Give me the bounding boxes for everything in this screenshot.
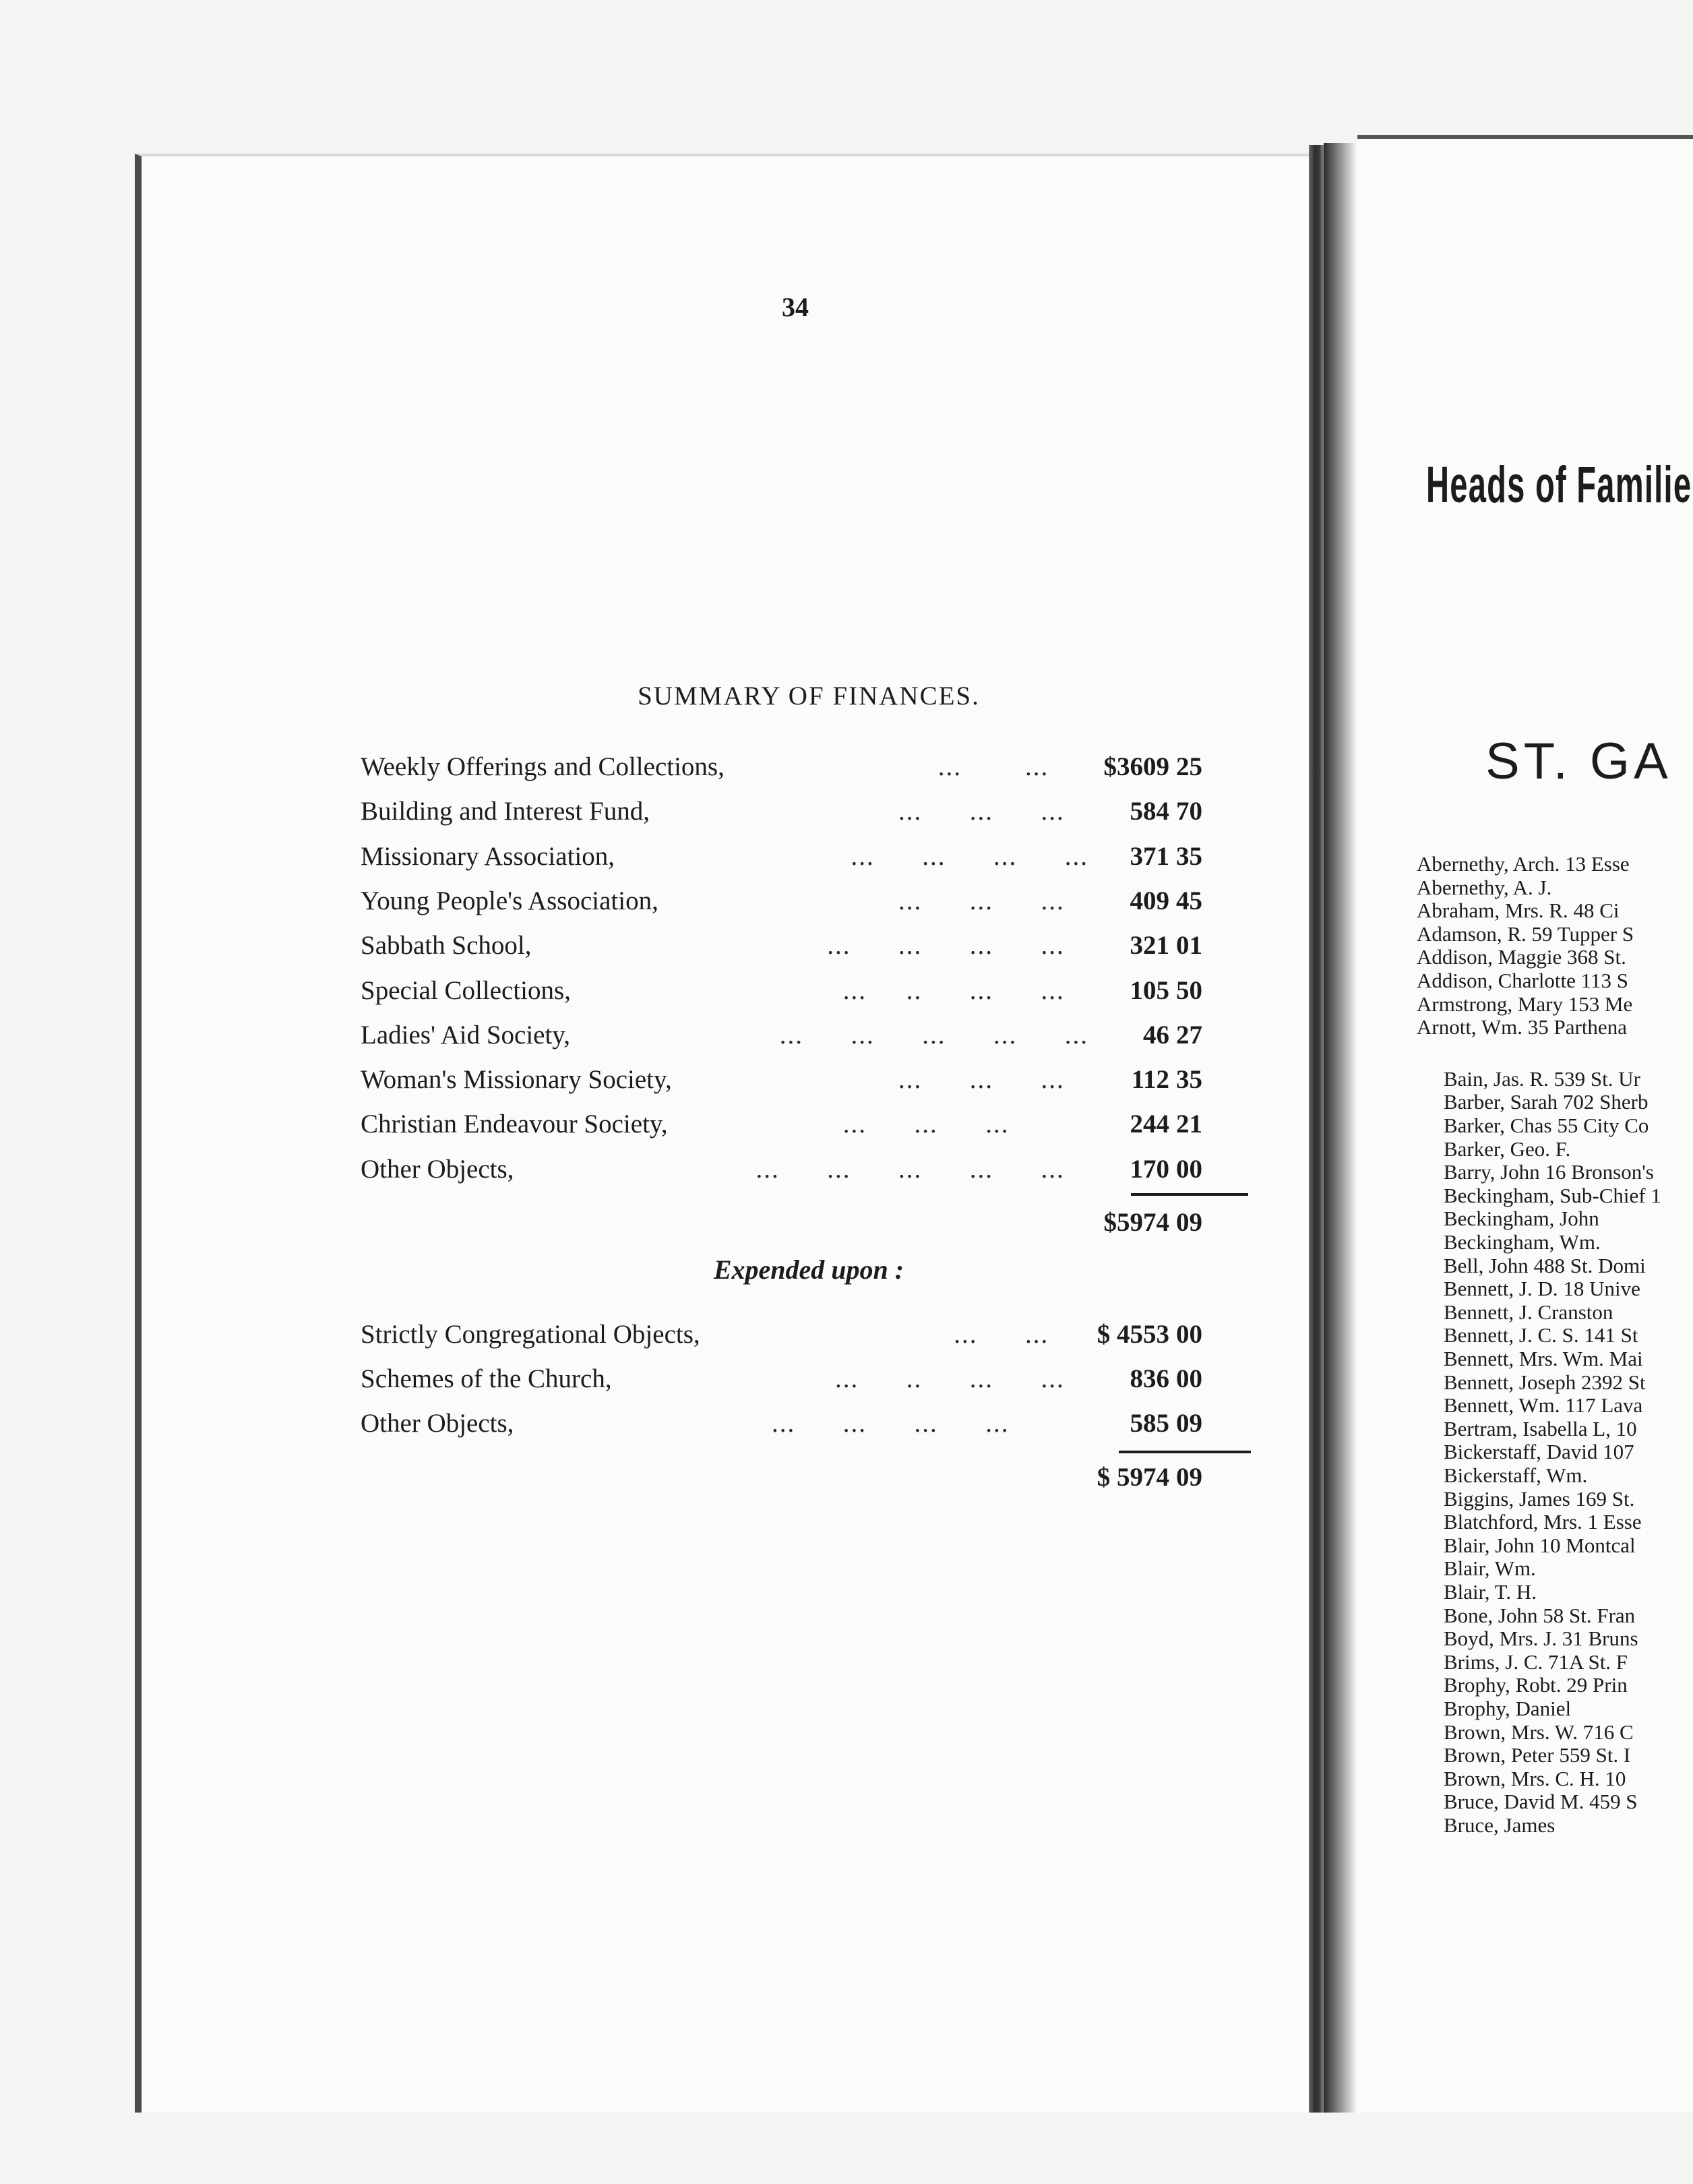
receipt-amount: 409	[1130, 886, 1169, 915]
expenditure-amount: 836	[1130, 1364, 1169, 1393]
dot-leader: ... ...	[937, 752, 1088, 781]
family-entry: Bell, John 488 St. Domi	[1444, 1253, 1646, 1277]
dot-leader: ... ... ...	[842, 1110, 1088, 1139]
dot-leader: ... ... ... ... ...	[779, 1020, 1088, 1050]
expenditure-amount: $ 4553	[1097, 1320, 1169, 1349]
receipt-row	[361, 791, 1257, 832]
receipt-row	[361, 747, 1257, 787]
receipt-label: Young People's Association,	[361, 886, 658, 915]
receipts-total-amount: $5974	[1103, 1208, 1169, 1237]
family-entry: Blair, John 10 Montcal	[1444, 1533, 1636, 1557]
receipts-total-cents: 09	[1176, 1208, 1202, 1237]
dot-leader: ... ... ...	[898, 886, 1088, 915]
receipt-cents: 35	[1176, 1065, 1202, 1095]
expenditure-label: Strictly Congregational Objects,	[361, 1320, 700, 1349]
receipt-row	[361, 971, 1257, 1011]
family-entry: Brown, Mrs. C. H. 10	[1444, 1766, 1626, 1790]
family-entry: Beckingham, John	[1444, 1207, 1599, 1231]
family-entry: Adamson, R. 59 Tupper S	[1417, 921, 1634, 946]
book-spine	[1309, 145, 1324, 2117]
family-entry: Boyd, Mrs. J. 31 Bruns	[1444, 1627, 1638, 1651]
family-entry: Bickerstaff, David 107	[1444, 1440, 1634, 1464]
expenditure-cents: 00	[1176, 1364, 1202, 1393]
receipt-amount: $3609	[1103, 752, 1169, 781]
family-entry: Arnott, Wm. 35 Parthena	[1417, 1015, 1627, 1039]
expenditure-row	[361, 1403, 1257, 1444]
expenditures-total-amount: $ 5974	[1097, 1463, 1169, 1492]
receipt-label: Sabbath School,	[361, 931, 532, 961]
dot-leader: ... .. ... ...	[835, 1364, 1088, 1393]
family-entry: Bennett, J. Cranston	[1444, 1300, 1613, 1324]
dot-leader: ... ... ...	[898, 797, 1088, 826]
receipt-amount: 105	[1130, 975, 1169, 1005]
family-entry: Bruce, David M. 459 S	[1444, 1790, 1638, 1814]
receipt-amount: 112	[1131, 1065, 1169, 1095]
family-entry: Bennett, Joseph 2392 St	[1444, 1370, 1646, 1394]
expenditure-amount: 585	[1130, 1409, 1169, 1438]
family-entry: Bickerstaff, Wm.	[1444, 1463, 1588, 1487]
receipt-cents: 50	[1176, 975, 1202, 1005]
expenditures-total-rule	[1119, 1451, 1251, 1453]
expenditure-cents: 09	[1176, 1409, 1202, 1438]
receipt-label: Building and Interest Fund,	[361, 797, 650, 826]
family-entry: Addison, Maggie 368 St.	[1417, 945, 1626, 969]
receipt-amount: 321	[1130, 931, 1169, 961]
expenditure-label: Schemes of the Church,	[361, 1364, 612, 1393]
expenditures-total-cents: 09	[1176, 1463, 1202, 1492]
family-entry: Abernethy, A. J.	[1417, 875, 1552, 899]
receipt-label: Weekly Offerings and Collections,	[361, 752, 725, 781]
receipt-row	[361, 1060, 1257, 1100]
receipt-amount: 371	[1130, 841, 1169, 871]
receipt-label: Missionary Association,	[361, 841, 615, 871]
receipt-label: Other Objects,	[361, 1154, 514, 1184]
family-entry: Blair, Wm.	[1444, 1556, 1536, 1581]
family-entry: Barry, John 16 Bronson's	[1444, 1160, 1654, 1184]
expenditure-row	[361, 1359, 1257, 1399]
family-entry: Beckingham, Wm.	[1444, 1230, 1601, 1254]
summary-title: SUMMARY OF FINANCES.	[638, 681, 980, 710]
family-entry: Biggins, James 169 St.	[1444, 1486, 1635, 1511]
family-entry: Beckingham, Sub-Chief 1	[1444, 1183, 1661, 1207]
receipt-cents: 00	[1176, 1154, 1202, 1184]
receipt-row	[361, 926, 1257, 966]
expenditures-total-row	[361, 1457, 1257, 1498]
family-entry: Bruce, James	[1444, 1813, 1556, 1837]
dot-leader: ... .. ... ...	[842, 975, 1088, 1005]
family-entry: Addison, Charlotte 113 S	[1417, 969, 1629, 992]
scan-bottom-margin	[135, 2113, 1693, 2184]
family-entry: Brims, J. C. 71A St. F	[1444, 1649, 1628, 1674]
receipt-amount: 244	[1130, 1110, 1169, 1139]
heads-of-families-heading: Heads of Familie	[1426, 456, 1692, 514]
dot-leader: ... ... ... ...	[851, 841, 1088, 871]
family-entry: Bone, John 58 St. Fran	[1444, 1603, 1636, 1627]
family-entry: Blair, T. H.	[1444, 1580, 1537, 1604]
family-entry: Armstrong, Mary 153 Me	[1417, 992, 1633, 1016]
receipt-cents: 25	[1176, 752, 1202, 781]
receipt-cents: 21	[1176, 1110, 1202, 1139]
receipt-row	[361, 1015, 1257, 1056]
family-entry: Brophy, Robt. 29 Prin	[1444, 1673, 1628, 1697]
family-entry: Barber, Sarah 702 Sherb	[1444, 1090, 1649, 1114]
receipt-label: Special Collections,	[361, 975, 571, 1005]
receipt-amount: 46	[1143, 1020, 1169, 1050]
receipt-label: Ladies' Aid Society,	[361, 1020, 571, 1050]
dot-leader: ... ... ... ... ...	[756, 1154, 1088, 1184]
expenditure-label: Other Objects,	[361, 1409, 514, 1438]
receipt-amount: 584	[1130, 797, 1169, 826]
dot-leader: ... ... ... ...	[827, 931, 1088, 961]
page-number: 34	[782, 292, 809, 322]
family-entry: Brown, Mrs. W. 716 C	[1444, 1720, 1634, 1744]
expended-upon-heading: Expended upon :	[713, 1254, 904, 1285]
family-entry: Bertram, Isabella L, 10	[1444, 1416, 1637, 1440]
family-entry: Abraham, Mrs. R. 48 Ci	[1417, 899, 1620, 923]
family-entry: Barker, Geo. F.	[1444, 1136, 1571, 1161]
gutter-shadow	[1324, 143, 1357, 2117]
receipt-row	[361, 837, 1257, 877]
receipt-row	[361, 1104, 1257, 1145]
receipt-amount: 170	[1130, 1154, 1169, 1184]
receipt-cents: 70	[1176, 797, 1202, 826]
church-name-heading: ST. GA	[1485, 733, 1672, 790]
family-entry: Bain, Jas. R. 539 St. Ur	[1444, 1066, 1640, 1091]
receipt-label: Christian Endeavour Society,	[361, 1110, 668, 1139]
receipts-total-row	[361, 1203, 1257, 1243]
receipt-cents: 35	[1176, 841, 1202, 871]
dot-leader: ... ... ...	[898, 1065, 1088, 1095]
receipt-cents: 27	[1176, 1020, 1202, 1050]
family-entry: Bennett, J. C. S. 141 St	[1444, 1323, 1638, 1347]
dot-leader: ... ... ... ...	[772, 1409, 1088, 1438]
receipt-label: Woman's Missionary Society,	[361, 1065, 672, 1095]
family-entry: Brown, Peter 559 St. I	[1444, 1743, 1631, 1767]
family-entry: Bennett, Mrs. Wm. Mai	[1444, 1347, 1643, 1370]
right-page	[1357, 135, 1693, 2121]
family-entry: Blatchford, Mrs. 1 Esse	[1444, 1510, 1642, 1534]
expenditure-row	[361, 1314, 1257, 1355]
receipts-total-rule	[1131, 1193, 1248, 1196]
family-entry: Brophy, Daniel	[1444, 1697, 1572, 1720]
receipt-cents: 01	[1176, 931, 1202, 961]
receipt-cents: 45	[1176, 886, 1202, 915]
expenditure-cents: 00	[1176, 1320, 1202, 1349]
receipt-row	[361, 1149, 1257, 1190]
dot-leader: ... ...	[954, 1320, 1088, 1349]
family-entry: Abernethy, Arch. 13 Esse	[1417, 852, 1630, 876]
family-entry: Barker, Chas 55 City Co	[1444, 1114, 1649, 1137]
family-entry: Bennett, J. D. 18 Unive	[1444, 1277, 1640, 1301]
receipt-row	[361, 881, 1257, 921]
family-entry: Bennett, Wm. 117 Lava	[1444, 1393, 1643, 1418]
